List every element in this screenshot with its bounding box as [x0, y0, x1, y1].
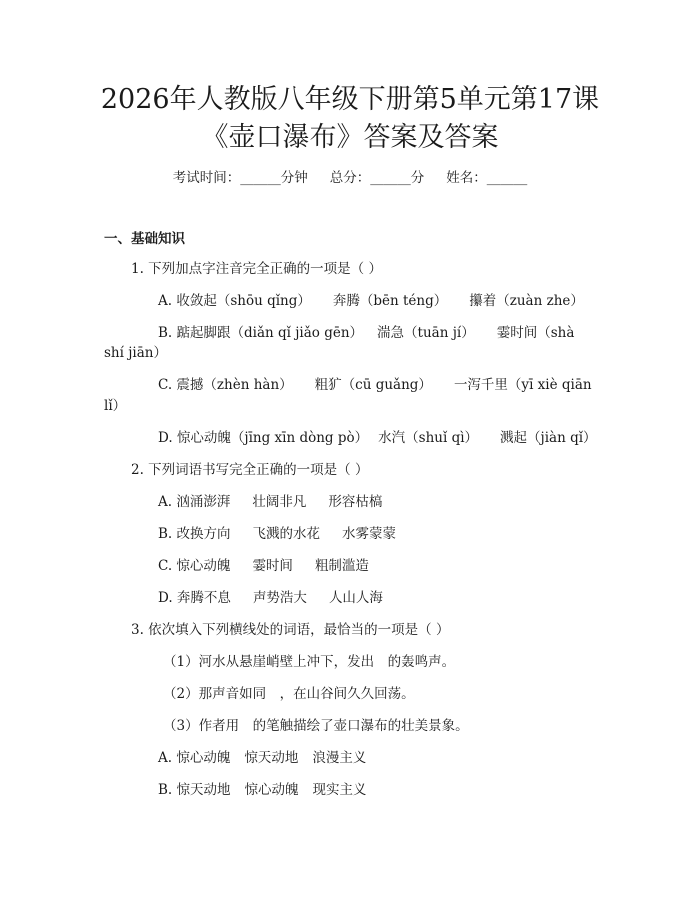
q2-option-a — [158, 492, 382, 512]
q2-option-b — [158, 524, 396, 544]
q2-a-part3: 形容枯槁 — [328, 494, 383, 510]
q2-option-c — [158, 556, 369, 576]
exam-time: 考试时间：______分钟 — [172, 170, 308, 186]
q1-b-part1: B. 踮起脚跟（diǎn qǐ jiǎo gēn） — [158, 325, 364, 341]
q2-option-d — [158, 588, 383, 608]
student-name: 姓名：______ — [446, 170, 528, 186]
q2-b-part3: 水雾蒙蒙 — [342, 526, 397, 542]
q1-c-part3: 一泻千里（yī xiè qiān — [453, 377, 592, 393]
q2-b-part2: 飞溅的水花 — [252, 526, 321, 542]
q3-option-b — [158, 780, 367, 800]
q1-option-a — [158, 291, 584, 311]
title-line-2: 《壶口瀑布》答案及答案 — [201, 122, 499, 153]
question-2-stem: 2. 下列词语书写完全正确的一项是（ ） — [131, 462, 369, 478]
q2-c-part1: C. 惊心动魄 — [158, 558, 231, 574]
q1-c-part1: C. 震撼（zhèn hàn） — [158, 377, 293, 393]
q1-option-b-wrap: shí jiān） — [104, 345, 167, 361]
q2-c-part2: 霎时间 — [252, 558, 293, 574]
q1-a-part1: A. 收敛起（shōu qǐng） — [158, 293, 311, 309]
q3-b-part2: 惊心动魄 — [244, 782, 299, 798]
q1-option-c-wrap: lǐ） — [104, 398, 127, 414]
q1-d-part1: D. 惊心动魄（jīng xīn dòng pò） — [158, 430, 369, 446]
q2-d-part3: 人山人海 — [328, 590, 383, 606]
q2-a-part2: 壮阔非凡 — [252, 494, 307, 510]
q2-a-part1: A. 汹涌澎湃 — [158, 494, 231, 510]
q2-d-part1: D. 奔腾不息 — [158, 590, 231, 606]
q3-a-part3: 浪漫主义 — [312, 750, 367, 766]
q2-d-part2: 声势浩大 — [252, 590, 307, 606]
q2-c-part3: 粗制滥造 — [314, 558, 369, 574]
section-heading: 一、基础知识 — [104, 231, 185, 247]
q3-b-part1: B. 惊天动地 — [158, 782, 231, 798]
q1-option-b — [158, 323, 574, 343]
q1-option-c — [158, 375, 592, 395]
total-score: 总分：______分 — [329, 170, 425, 186]
q3-b-part3: 现实主义 — [312, 782, 367, 798]
question-1-stem: 1. 下列加点字注音完全正确的一项是（ ） — [131, 261, 382, 277]
q3-option-a — [158, 748, 366, 768]
q2-b-part1: B. 改换方向 — [158, 526, 231, 542]
q3-a-part1: A. 惊心动魄 — [158, 750, 231, 766]
question-3-stem: 3. 依次填入下列横线处的词语，最恰当的一项是（ ） — [131, 622, 450, 638]
exam-meta — [0, 168, 700, 188]
q1-a-part3: 攥着（zuàn zhe） — [469, 293, 584, 309]
q3-sentence-3: （3）作者用 的笔触描绘了壶口瀑布的壮美景象。 — [163, 718, 469, 734]
q1-c-part2: 粗犷（cū guǎng） — [314, 377, 432, 393]
q1-b-part3: 霎时间（shà — [496, 325, 575, 341]
title-line-1: 2026年人教版八年级下册第5单元第17课 — [100, 84, 600, 115]
q1-option-d — [158, 428, 597, 448]
q1-d-part3: 溅起（jiàn qǐ） — [500, 430, 597, 446]
q1-a-part2: 奔腾（bēn téng） — [332, 293, 448, 309]
q1-b-part2: 湍急（tuān jí） — [377, 325, 475, 341]
q3-sentence-1: （1）河水从悬崖峭壁上冲下，发出 的轰鸣声。 — [163, 654, 456, 670]
q3-sentence-2: （2）那声音如同 ，在山谷间久久回荡。 — [163, 686, 415, 702]
q3-a-part2: 惊天动地 — [244, 750, 299, 766]
q1-d-part2: 水汽（shuǐ qì） — [378, 430, 479, 446]
